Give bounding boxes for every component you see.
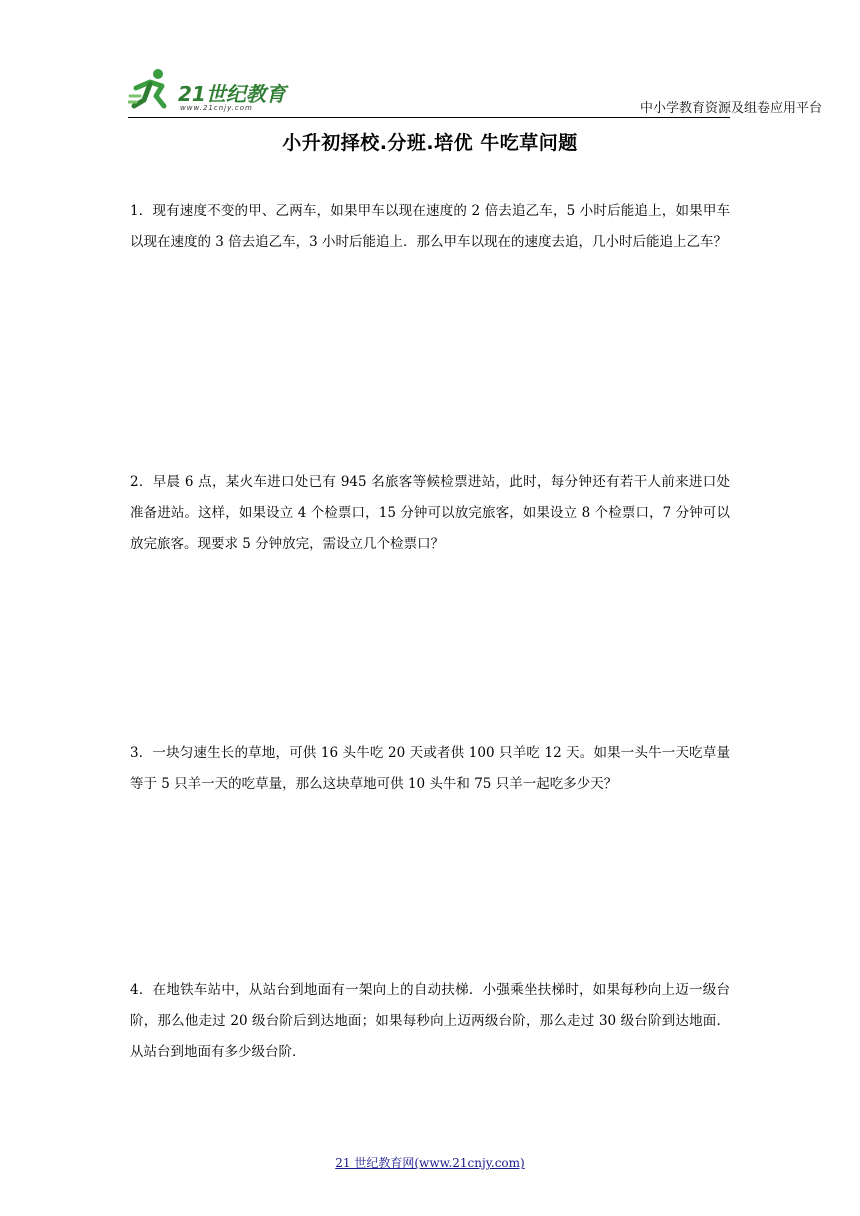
question-2: 2．早晨 6 点，某火车进口处已有 945 名旅客等候检票进站，此时，每分钟还有若干人前来进口处准备进站。这样，如果设立 4 个检票口，15 分钟可以放完旅客，如果设立 8 个检票口，7 分钟可以放完旅客。现要求 5 分钟放完，需设立几个检票口？	[130, 474, 730, 552]
logo-text: 21世纪教育	[178, 82, 286, 106]
header-divider	[128, 117, 730, 118]
logo	[128, 66, 308, 116]
logo-url: www.21cnjy.com	[180, 104, 253, 112]
footer-link[interactable]: 21 世纪教育网(www.21cnjy.com)	[335, 1156, 525, 1170]
runner-logo-icon	[128, 66, 176, 114]
page-header	[128, 62, 822, 118]
question-1: 1．现有速度不变的甲、乙两车，如果甲车以现在速度的 2 倍去追乙车，5 小时后能追上，如果甲车以现在速度的 3 倍去追乙车，3 小时后能追上．那么甲车以现在的速度去追，几小时后能追上乙车？	[130, 203, 730, 250]
platform-label: 中小学教育资源及组卷应用平台	[639, 101, 822, 116]
page-title: 小升初择校.分班.培优 牛吃草问题	[282, 132, 578, 154]
question-4: 4．在地铁车站中，从站台到地面有一架向上的自动扶梯．小强乘坐扶梯时，如果每秒向上迈一级台阶，那么他走过 20 级台阶后到达地面；如果每秒向上迈两级台阶，那么走过 30 级台阶到达地面．从站台到地面有多少级台阶．	[130, 982, 730, 1060]
question-3: 3．一块匀速生长的草地，可供 16 头牛吃 20 天或者供 100 只羊吃 12 天。如果一头牛一天吃草量等于 5 只羊一天的吃草量，那么这块草地可供 10 头牛和 75 只羊一起吃多少天？	[130, 745, 730, 792]
